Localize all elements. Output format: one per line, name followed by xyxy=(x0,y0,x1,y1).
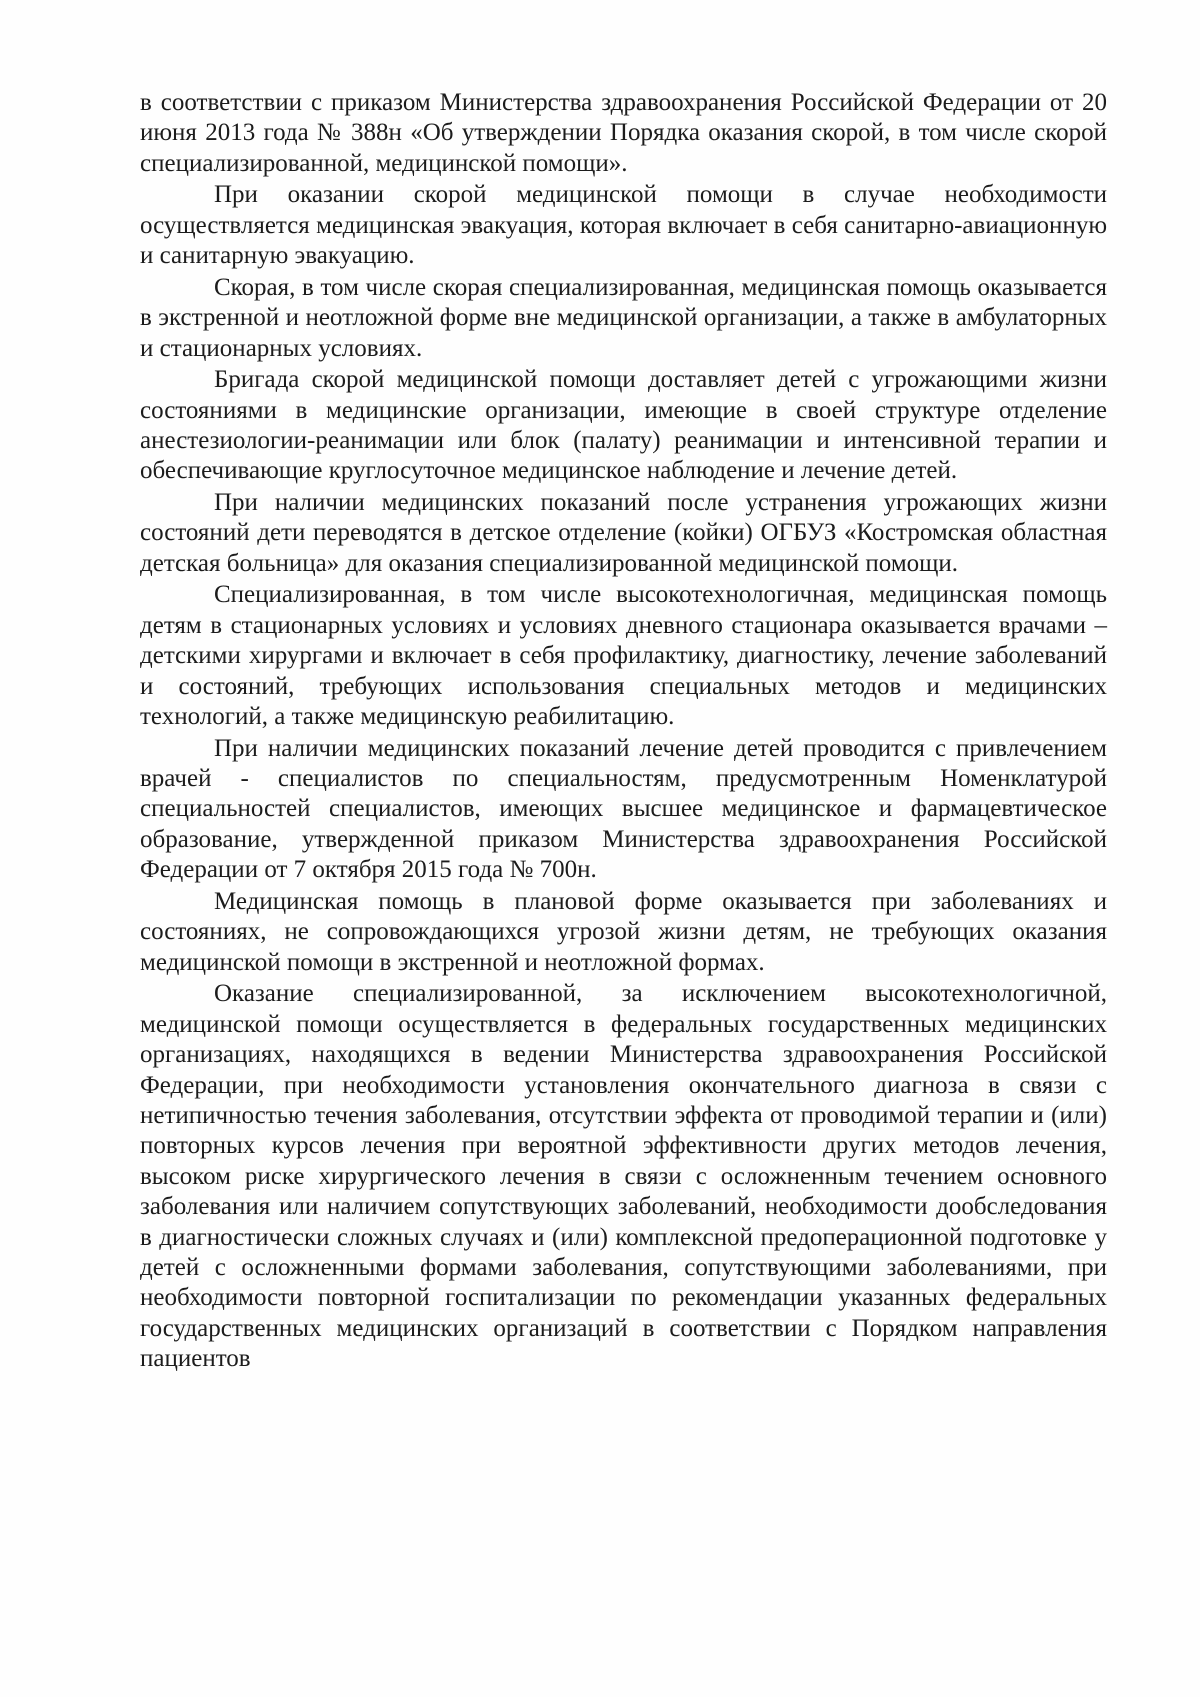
paragraph-transfer-to-hospital: При наличии медицинских показаний после устранения угрожающих жизни состояний дети переводятся в детское отделение (койки) ОГБУЗ «Костромская областная детская больница» для оказания специализированной медицинской помощи. xyxy=(140,489,1107,577)
paragraph-order-reference: в соответствии с приказом Министерства здравоохранения Российской Федерации от 20 июня 2013 года № 388н «Об утверждении Порядка оказания скорой, в том числе скорой специализированной, медицинской помощи». xyxy=(140,89,1107,177)
paragraph-specialized-care: Специализированная, в том числе высокотехнологичная, медицинская помощь детям в стационарных условиях и условиях дневного стационара оказывается врачами – детскими хирургами и включает в себя профилактику, диагностику, лечение заболеваний и состояний, требующих использования специальных методов и медицинских технологий, а также медицинскую реабилитацию. xyxy=(140,581,1107,731)
paragraph-medical-evacuation: При оказании скорой медицинской помощи в случае необходимости осуществляется медицинская эвакуация, которая включает в себя санитарно-авиационную и санитарную эвакуацию. xyxy=(140,181,1107,270)
document-body xyxy=(140,88,1107,1376)
paragraph-emergency-care-forms: Скорая, в том числе скорая специализированная, медицинская помощь оказывается в экстренной и неотложной форме вне медицинской организации, а также в амбулаторных и стационарных условиях. xyxy=(140,273,1107,362)
paragraph-ambulance-brigade: Бригада скорой медицинской помощи доставляет детей с угрожающими жизни состояниями в медицинские организации, имеющие в своей структуре отделение анестезиологии-реанимации или блок (палату) реанимации и интенсивной терапии и обеспечивающие круглосуточное медицинское наблюдение и лечение детей. xyxy=(140,366,1107,485)
paragraph-specialists: При наличии медицинских показаний лечение детей проводится с привлечением врачей - специалистов по специальностям, предусмотренным Номенклатурой специальностей специалистов, имеющих высшее медицинское и фармацевтическое образование, утвержденной приказом Министерства здравоохранения Российской Федерации от 7 октября 2015 года № 700н. xyxy=(140,734,1107,884)
paragraph-planned-care: Медицинская помощь в плановой форме оказывается при заболеваниях и состояниях, не сопровождающихся угрозой жизни детям, не требующих оказания медицинской помощи в экстренной и неотложной формах. xyxy=(140,887,1107,976)
paragraph-federal-organizations: Оказание специализированной, за исключением высокотехнологичной, медицинской помощи осуществляется в федеральных государственных медицинских организациях, находящихся в ведении Министерства здравоохранения Российской Федерации, при необходимости установления окончательного диагноза в связи с нетипичностью течения заболевания, отсутствии эффекта от проводимой терапии и (или) повторных курсов лечения при вероятной эффективности других методов лечения, высоком риске хирургического лечения в связи с осложненным течением основного заболевания или наличием сопутствующих заболеваний, необходимости дообследования в диагностически сложных случаях и (или) комплексной предоперационной подготовке у детей с осложненными формами заболевания, сопутствующими заболеваниями, при необходимости повторной госпитализации по рекомендации указанных федеральных государственных медицинских организаций в соответствии с Порядком направления пациентов xyxy=(140,980,1107,1373)
